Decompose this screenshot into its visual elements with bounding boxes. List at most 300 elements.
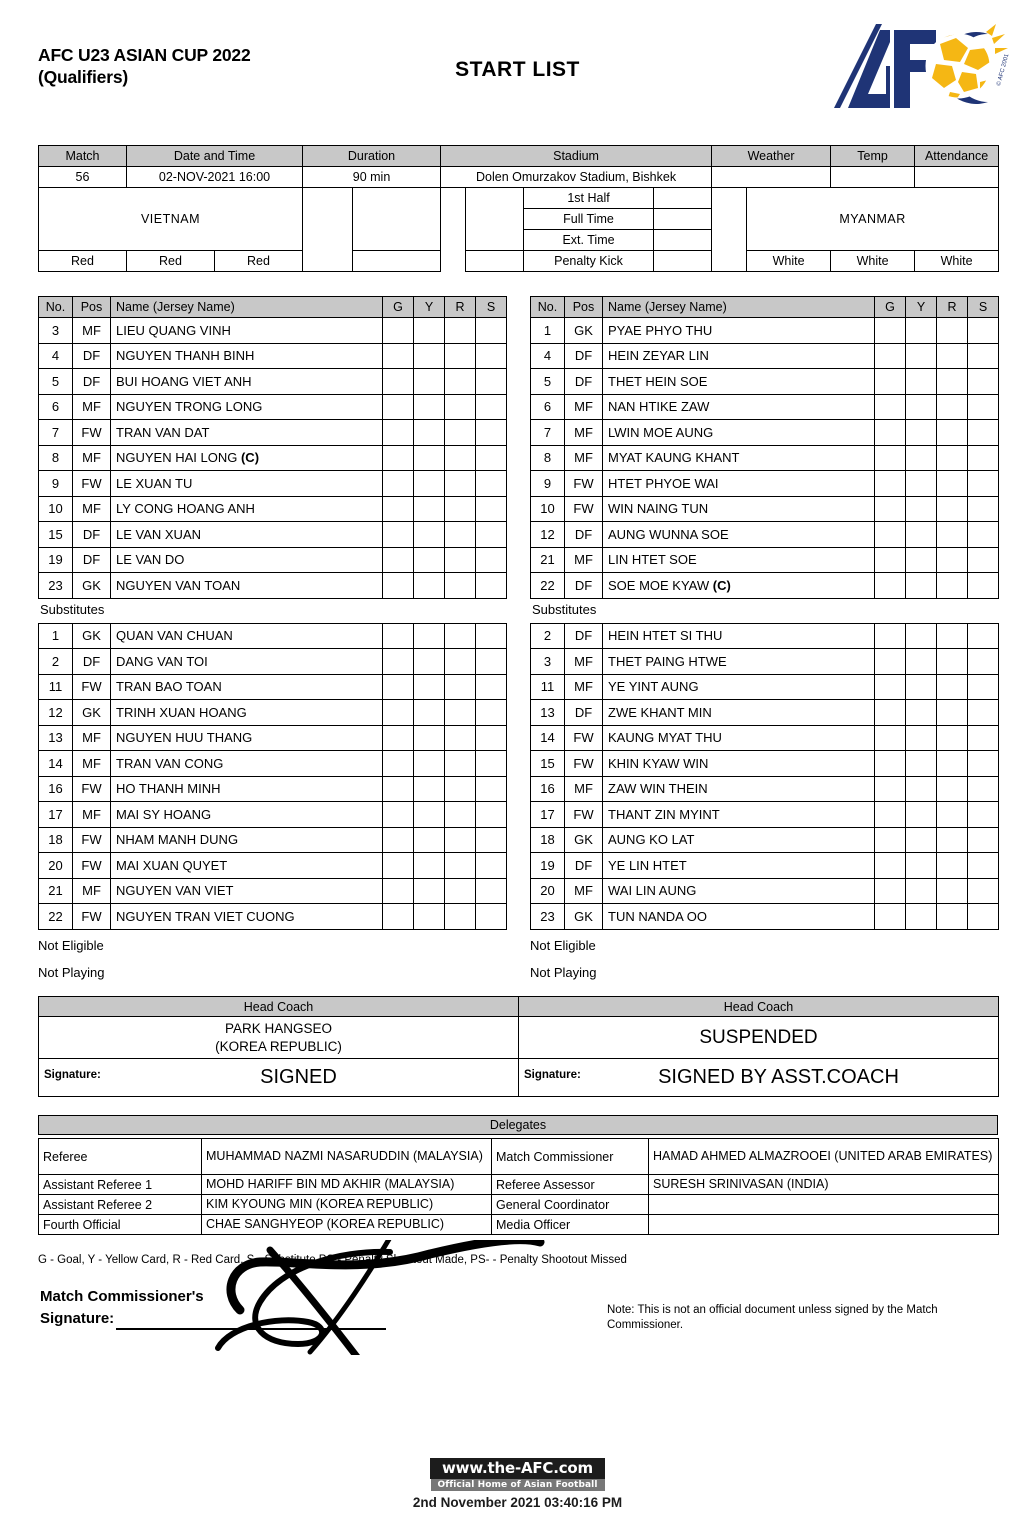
red-card-cell[interactable] [445,878,476,904]
yellow-card-cell[interactable] [414,318,445,344]
mc-signature-line [116,1314,386,1330]
delegate-name-right [649,1195,999,1215]
player-number: 21 [531,547,565,573]
yellow-card-cell[interactable] [414,776,445,802]
goal-cell[interactable] [875,802,906,828]
player-name: NHAM MANH DUNG [111,827,383,853]
delegate-role-right: Match Commissioner [492,1139,649,1175]
substitute-cell[interactable] [476,751,507,777]
player-name: HEIN ZEYAR LIN [603,343,875,369]
goal-cell[interactable] [875,853,906,879]
afc-tagline: Official Home of Asian Football [431,1479,605,1491]
away-starters-table [530,296,999,599]
table-row [531,725,999,751]
match-date-time: 02-NOV-2021 16:00 [127,167,303,188]
substitute-cell[interactable] [476,878,507,904]
red-card-cell[interactable] [937,394,968,420]
red-card-cell[interactable] [937,343,968,369]
player-name: MAI XUAN QUYET [111,853,383,879]
red-card-cell[interactable] [937,904,968,930]
yellow-card-cell[interactable] [414,853,445,879]
red-card-cell[interactable] [937,878,968,904]
red-card-cell[interactable] [937,751,968,777]
yellow-card-cell[interactable] [906,394,937,420]
substitute-cell[interactable] [476,649,507,675]
goal-cell[interactable] [383,445,414,471]
yellow-card-cell[interactable] [414,343,445,369]
player-name: THET PAING HTWE [603,649,875,675]
th-attendance: Attendance [915,146,999,167]
player-name: NAN HTIKE ZAW [603,394,875,420]
afc-logo-icon [790,22,1015,117]
yellow-card-cell[interactable] [906,369,937,395]
substitute-cell[interactable] [476,573,507,599]
red-card-cell[interactable] [937,496,968,522]
substitute-cell[interactable] [968,827,999,853]
red-card-cell[interactable] [937,776,968,802]
red-card-cell[interactable] [937,420,968,446]
player-number: 12 [531,522,565,548]
red-card-cell[interactable] [445,776,476,802]
yellow-card-cell[interactable] [906,904,937,930]
coach-signature-row [39,1059,999,1097]
substitute-cell[interactable] [476,369,507,395]
home-starters-table [38,296,507,599]
red-card-cell[interactable] [937,369,968,395]
away-not-eligible-label: Not Eligible [530,937,596,953]
red-card-cell[interactable] [937,700,968,726]
yellow-card-cell[interactable] [414,394,445,420]
away-substitutes-body [531,623,999,929]
player-name: NGUYEN HAI LONG (C) [111,445,383,471]
table-row [39,547,507,573]
goal-cell[interactable] [383,700,414,726]
red-card-cell[interactable] [937,445,968,471]
player-number: 5 [531,369,565,395]
red-card-cell[interactable] [445,725,476,751]
away-head-coach-cell [519,1017,999,1059]
delegate-name-right [649,1215,999,1235]
yellow-card-cell[interactable] [906,522,937,548]
table-row [531,623,999,649]
player-number: 15 [39,522,73,548]
home-starters-body [39,318,507,599]
red-card-cell[interactable] [445,700,476,726]
substitute-cell[interactable] [968,802,999,828]
goal-cell[interactable] [383,776,414,802]
player-position: FW [565,471,603,497]
match-temp [831,167,915,188]
red-card-cell[interactable] [445,751,476,777]
player-position: MF [565,420,603,446]
table-row [531,522,999,548]
yellow-card-cell[interactable] [906,573,937,599]
substitute-cell[interactable] [476,420,507,446]
table-row [39,318,507,344]
red-card-cell[interactable] [937,649,968,675]
player-position: MF [73,496,111,522]
goal-cell[interactable] [383,522,414,548]
th-date-time: Date and Time [127,146,303,167]
red-card-cell[interactable] [445,496,476,522]
yellow-card-cell[interactable] [906,674,937,700]
goal-cell[interactable] [383,496,414,522]
red-card-cell[interactable] [937,547,968,573]
substitute-cell[interactable] [968,343,999,369]
substitute-cell[interactable] [476,394,507,420]
red-card-cell[interactable] [937,522,968,548]
goal-cell[interactable] [875,776,906,802]
table-row [531,674,999,700]
red-card-cell[interactable] [937,853,968,879]
table-row [531,420,999,446]
table-row [39,343,507,369]
red-card-cell[interactable] [445,547,476,573]
substitute-cell[interactable] [968,394,999,420]
table-row [531,751,999,777]
goal-cell[interactable] [383,369,414,395]
goal-cell[interactable] [875,318,906,344]
substitute-cell[interactable] [476,827,507,853]
player-number: 4 [531,343,565,369]
afc-footer [0,1458,1035,1510]
substitute-cell[interactable] [476,496,507,522]
goal-cell[interactable] [383,878,414,904]
player-position: FW [565,496,603,522]
yellow-card-cell[interactable] [414,904,445,930]
goal-cell[interactable] [875,394,906,420]
mc-signature-label-line2: Signature: [40,1310,115,1327]
yellow-card-cell[interactable] [414,445,445,471]
goal-cell[interactable] [383,573,414,599]
red-card-cell[interactable] [445,802,476,828]
goal-cell[interactable] [383,623,414,649]
substitute-cell[interactable] [968,369,999,395]
delegate-row [39,1139,999,1175]
red-card-cell[interactable] [445,522,476,548]
away-kit-socks: White [915,251,999,272]
yellow-card-cell[interactable] [906,751,937,777]
delegate-role-right: Referee Assessor [492,1175,649,1195]
yellow-card-cell[interactable] [906,725,937,751]
yellow-card-cell[interactable] [906,547,937,573]
yellow-card-cell[interactable] [414,802,445,828]
th-home-pos: Pos [73,297,111,318]
red-card-cell[interactable] [445,343,476,369]
player-name: LWIN MOE AUNG [603,420,875,446]
player-name: HO THANH MINH [111,776,383,802]
player-number: 20 [531,878,565,904]
period-label-1st-half: 1st Half [524,188,654,209]
red-card-cell[interactable] [937,827,968,853]
delegate-role-left: Assistant Referee 2 [39,1195,202,1215]
substitute-cell[interactable] [968,445,999,471]
player-position: MF [565,776,603,802]
delegates-body [39,1139,999,1235]
substitute-cell[interactable] [968,623,999,649]
substitute-cell[interactable] [968,878,999,904]
yellow-card-cell[interactable] [906,700,937,726]
goal-cell[interactable] [875,700,906,726]
player-position: DF [565,623,603,649]
substitute-cell[interactable] [968,420,999,446]
player-number: 8 [39,445,73,471]
red-card-cell[interactable] [445,369,476,395]
goal-cell[interactable] [383,853,414,879]
match-info-value-row [39,167,999,188]
spacer-right [712,188,747,272]
substitute-cell[interactable] [968,853,999,879]
substitute-cell[interactable] [968,776,999,802]
red-card-cell[interactable] [445,649,476,675]
yellow-card-cell[interactable] [906,802,937,828]
substitute-cell[interactable] [476,776,507,802]
period-label-ext-time: Ext. Time [524,230,654,251]
goal-cell[interactable] [383,827,414,853]
table-row [39,394,507,420]
yellow-card-cell[interactable] [414,751,445,777]
th-match: Match [39,146,127,167]
red-card-cell[interactable] [937,318,968,344]
goal-cell[interactable] [383,649,414,675]
goal-cell[interactable] [383,725,414,751]
player-number: 10 [39,496,73,522]
goal-cell[interactable] [875,343,906,369]
goal-cell[interactable] [875,522,906,548]
red-card-cell[interactable] [445,420,476,446]
substitute-cell[interactable] [476,700,507,726]
player-name: MAI SY HOANG [111,802,383,828]
yellow-card-cell[interactable] [906,471,937,497]
table-row [531,445,999,471]
yellow-card-cell[interactable] [906,496,937,522]
away-score-1st-half [654,188,712,209]
yellow-card-cell[interactable] [906,623,937,649]
goal-cell[interactable] [875,496,906,522]
red-card-cell[interactable] [937,674,968,700]
substitute-cell[interactable] [476,318,507,344]
table-row [531,394,999,420]
yellow-card-cell[interactable] [906,776,937,802]
substitute-cell[interactable] [476,445,507,471]
goal-cell[interactable] [383,394,414,420]
player-name: LE XUAN TU [111,471,383,497]
player-name: LIN HTET SOE [603,547,875,573]
substitute-cell[interactable] [968,318,999,344]
goal-cell[interactable] [383,420,414,446]
player-position: FW [565,725,603,751]
goal-cell[interactable] [875,445,906,471]
substitute-cell[interactable] [968,522,999,548]
afc-website-url: www.the-AFC.com [430,1458,605,1479]
substitute-cell[interactable] [476,674,507,700]
yellow-card-cell[interactable] [414,725,445,751]
th-home-r: R [445,297,476,318]
player-position: FW [73,827,111,853]
home-team-column [38,296,506,984]
substitute-cell[interactable] [476,904,507,930]
table-row [39,522,507,548]
coach-header-row [39,997,999,1017]
substitute-cell[interactable] [968,674,999,700]
goal-cell[interactable] [875,471,906,497]
yellow-card-cell[interactable] [414,649,445,675]
red-card-cell[interactable] [445,827,476,853]
goal-cell[interactable] [875,904,906,930]
goal-cell[interactable] [875,674,906,700]
yellow-card-cell[interactable] [906,420,937,446]
player-position: FW [565,751,603,777]
yellow-card-cell[interactable] [906,853,937,879]
substitute-cell[interactable] [476,623,507,649]
substitute-cell[interactable] [476,471,507,497]
goal-cell[interactable] [875,725,906,751]
yellow-card-cell[interactable] [414,827,445,853]
player-name: YE YINT AUNG [603,674,875,700]
player-name: AUNG WUNNA SOE [603,522,875,548]
th-home-no: No. [39,297,73,318]
red-card-cell[interactable] [937,623,968,649]
yellow-card-cell[interactable] [906,649,937,675]
red-card-cell[interactable] [937,802,968,828]
away-score-ext-time [654,230,712,251]
table-row [531,700,999,726]
substitute-cell[interactable] [476,547,507,573]
home-signature-cell [39,1059,519,1097]
player-name: AUNG KO LAT [603,827,875,853]
player-name: WIN NAING TUN [603,496,875,522]
substitute-cell[interactable] [968,471,999,497]
yellow-card-cell[interactable] [414,522,445,548]
kit-colors-row [39,251,999,272]
player-name: NGUYEN TRONG LONG [111,394,383,420]
yellow-card-cell[interactable] [414,878,445,904]
goal-cell[interactable] [383,471,414,497]
goal-cell[interactable] [383,318,414,344]
player-name: PYAE PHYO THU [603,318,875,344]
home-not-eligible-label: Not Eligible [38,937,104,953]
goal-cell[interactable] [383,751,414,777]
yellow-card-cell[interactable] [414,420,445,446]
red-card-cell[interactable] [445,394,476,420]
player-number: 3 [531,649,565,675]
yellow-card-cell[interactable] [414,700,445,726]
player-position: MF [73,318,111,344]
red-card-cell[interactable] [445,573,476,599]
delegate-role-left: Assistant Referee 1 [39,1175,202,1195]
red-card-cell[interactable] [445,318,476,344]
red-card-cell[interactable] [445,904,476,930]
yellow-card-cell[interactable] [414,547,445,573]
goal-cell[interactable] [875,547,906,573]
goal-cell[interactable] [875,649,906,675]
away-kit-shirt: White [747,251,831,272]
yellow-card-cell[interactable] [414,369,445,395]
goal-cell[interactable] [875,827,906,853]
player-number: 9 [39,471,73,497]
red-card-cell[interactable] [445,471,476,497]
substitute-cell[interactable] [968,547,999,573]
player-number: 6 [531,394,565,420]
yellow-card-cell[interactable] [906,445,937,471]
player-position: MF [73,878,111,904]
goal-cell[interactable] [875,369,906,395]
substitute-cell[interactable] [968,700,999,726]
substitute-cell[interactable] [968,573,999,599]
substitute-cell[interactable] [476,725,507,751]
goal-cell[interactable] [383,904,414,930]
substitute-cell[interactable] [476,522,507,548]
red-card-cell[interactable] [937,573,968,599]
player-name: NGUYEN THANH BINH [111,343,383,369]
player-number: 18 [531,827,565,853]
substitute-cell[interactable] [968,725,999,751]
substitute-cell[interactable] [476,343,507,369]
yellow-card-cell[interactable] [906,878,937,904]
substitute-cell[interactable] [968,751,999,777]
player-position: FW [73,674,111,700]
player-number: 20 [39,853,73,879]
player-name: NGUYEN VAN TOAN [111,573,383,599]
red-card-cell[interactable] [937,725,968,751]
yellow-card-cell[interactable] [906,827,937,853]
goal-cell[interactable] [383,343,414,369]
player-number: 7 [531,420,565,446]
substitute-cell[interactable] [968,496,999,522]
player-position: MF [565,547,603,573]
th-home-y: Y [414,297,445,318]
th-home-name: Name (Jersey Name) [111,297,383,318]
player-name: NGUYEN TRAN VIET CUONG [111,904,383,930]
goal-cell[interactable] [383,802,414,828]
substitute-cell[interactable] [968,904,999,930]
match-duration: 90 min [303,167,441,188]
player-number: 3 [39,318,73,344]
player-number: 8 [531,445,565,471]
goal-cell[interactable] [875,420,906,446]
goal-cell[interactable] [383,674,414,700]
goal-cell[interactable] [875,878,906,904]
red-card-cell[interactable] [445,445,476,471]
yellow-card-cell[interactable] [414,496,445,522]
delegate-name-left: MOHD HARIFF BIN MD AKHIR (MALAYSIA) [202,1175,492,1195]
yellow-card-cell[interactable] [414,573,445,599]
substitute-cell[interactable] [476,853,507,879]
home-head-coach-country: (KOREA REPUBLIC) [215,1038,342,1054]
coaches-section [38,996,998,1097]
yellow-card-cell[interactable] [414,674,445,700]
player-number: 2 [39,649,73,675]
goal-cell[interactable] [383,547,414,573]
goal-cell[interactable] [875,573,906,599]
red-card-cell[interactable] [937,471,968,497]
table-row [531,547,999,573]
table-row [531,853,999,879]
substitute-cell[interactable] [968,649,999,675]
substitute-cell[interactable] [476,802,507,828]
yellow-card-cell[interactable] [414,623,445,649]
player-position: MF [73,802,111,828]
red-card-cell[interactable] [445,853,476,879]
red-card-cell[interactable] [445,623,476,649]
yellow-card-cell[interactable] [906,343,937,369]
yellow-card-cell[interactable] [906,318,937,344]
yellow-card-cell[interactable] [414,471,445,497]
table-row [39,674,507,700]
goal-cell[interactable] [875,623,906,649]
goal-cell[interactable] [875,751,906,777]
red-card-cell[interactable] [445,674,476,700]
